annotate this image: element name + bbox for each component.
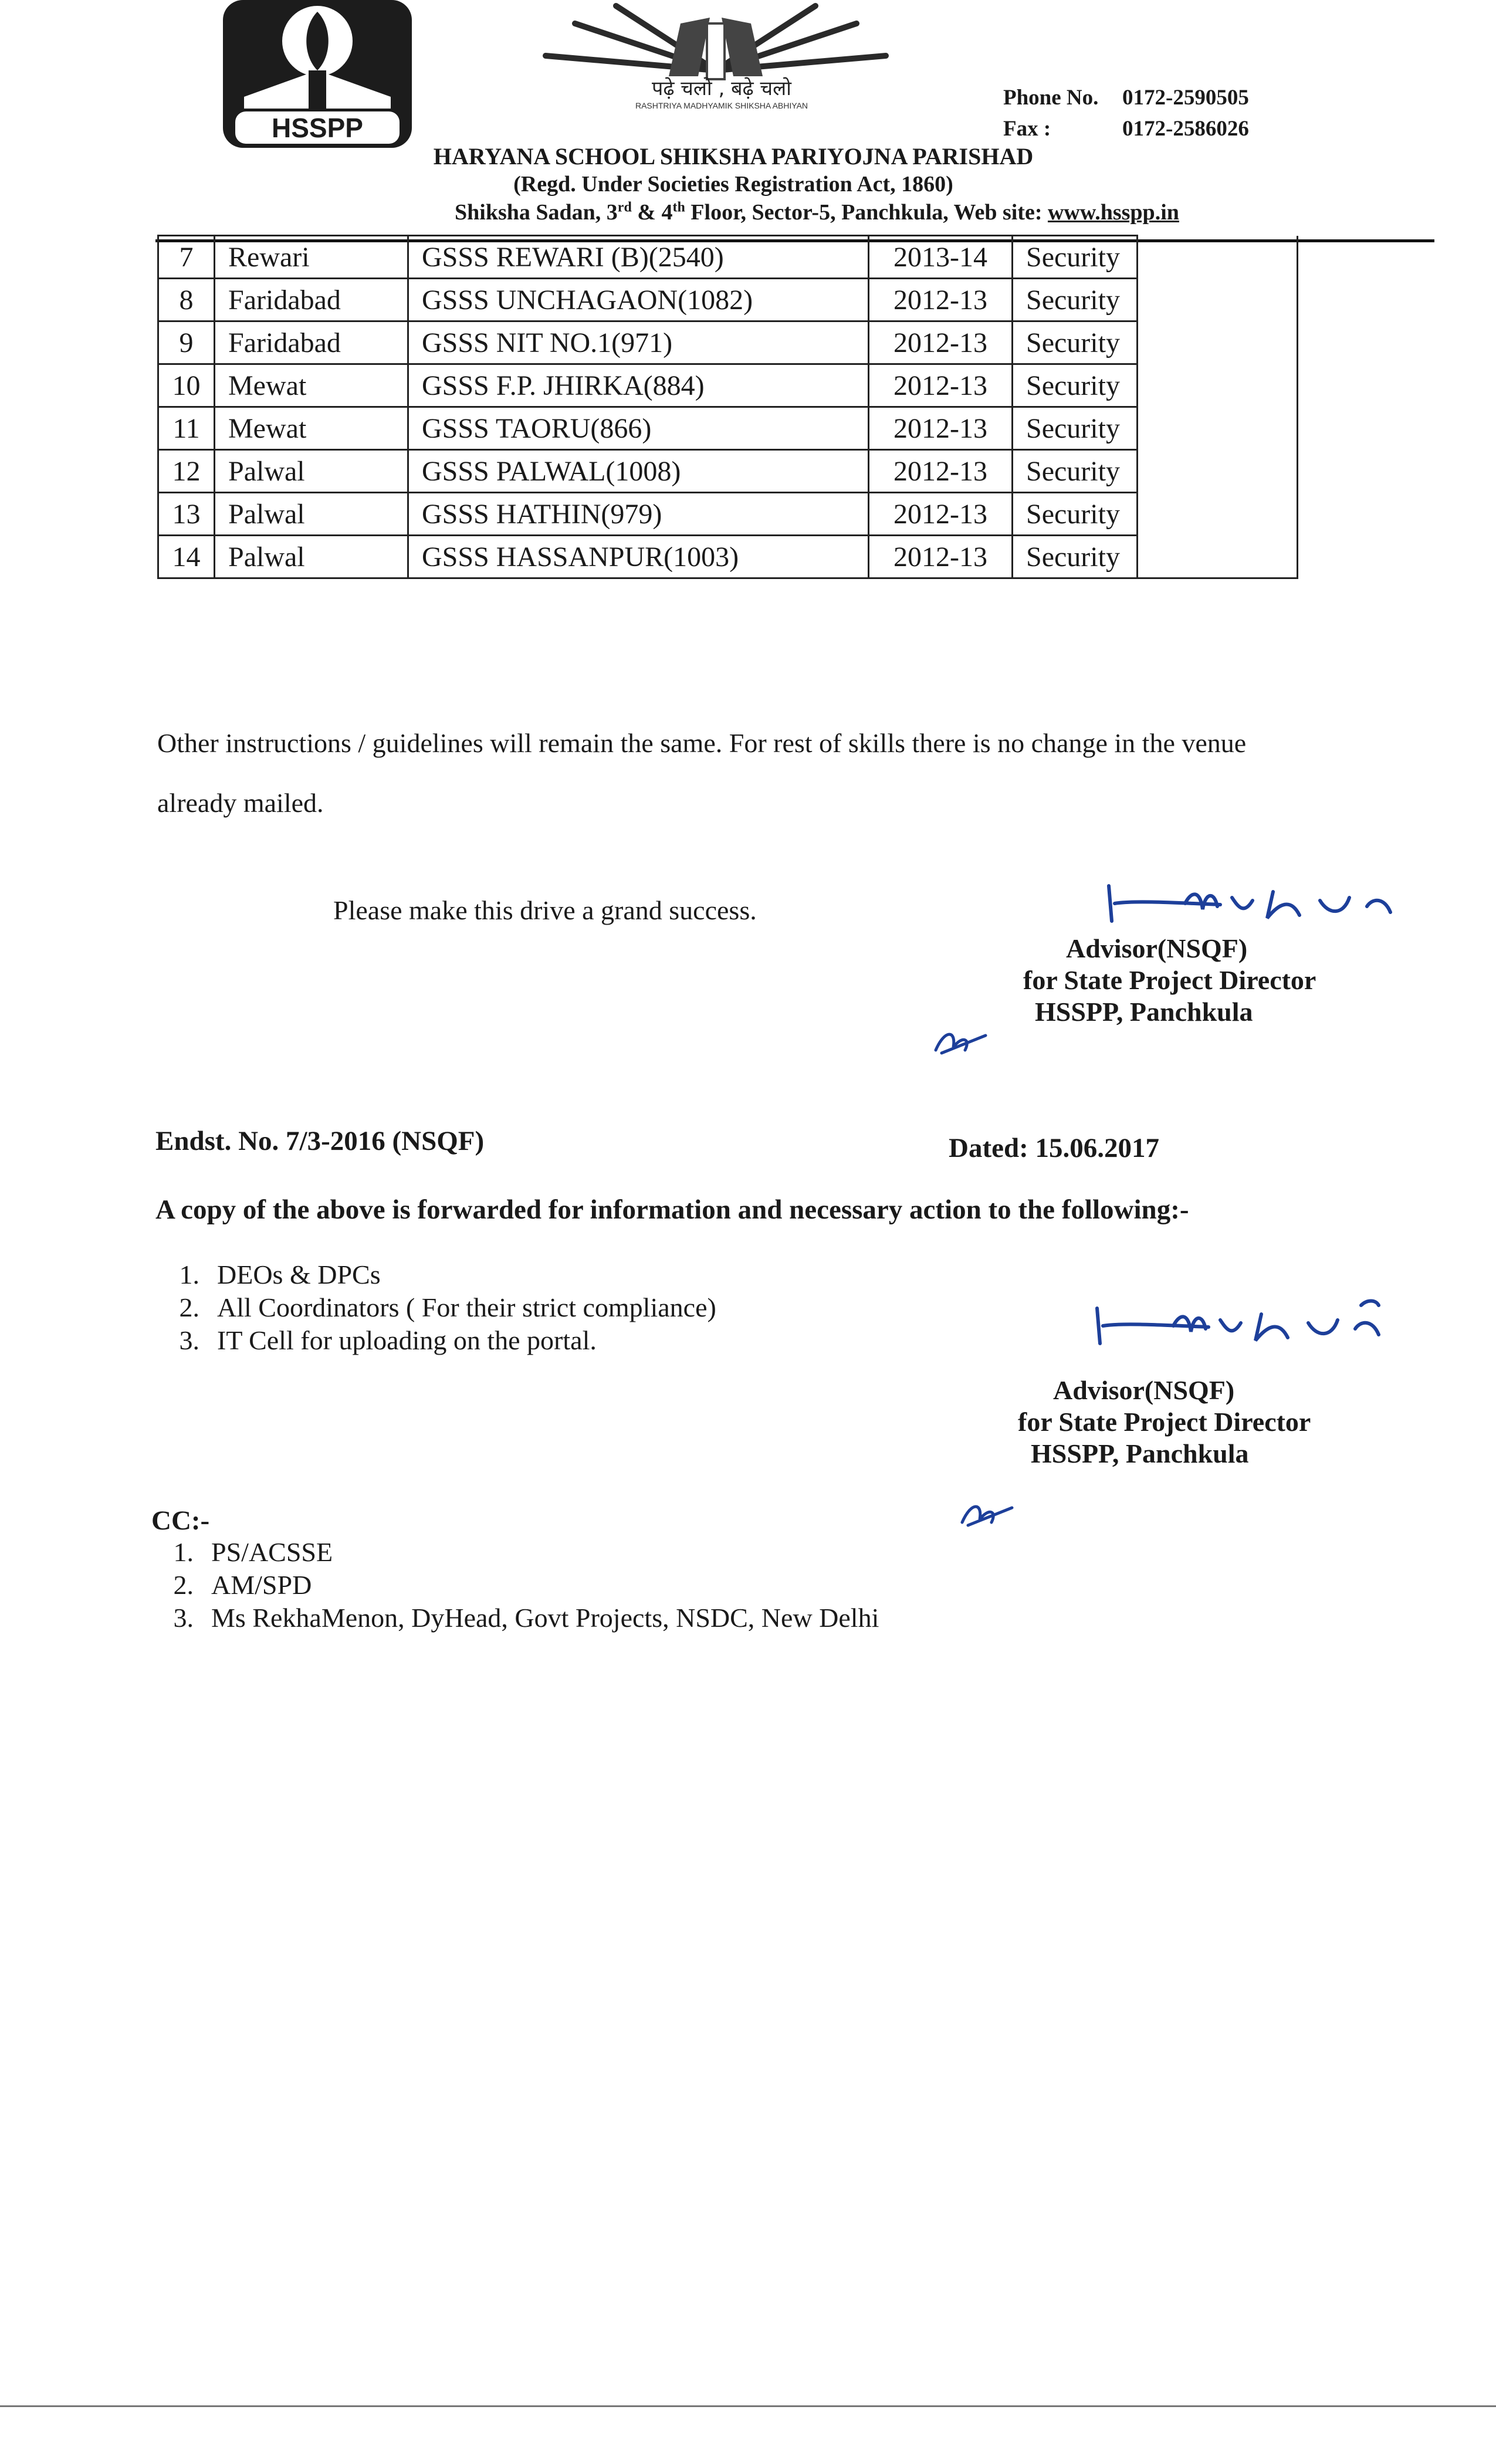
cc-label: CC:-	[151, 1505, 210, 1536]
phone-label: Phone No.	[1003, 86, 1099, 110]
table-row	[158, 279, 1298, 321]
serial-number-cell: 9	[158, 321, 215, 364]
website-link[interactable]: www.hsspp.in	[1047, 200, 1179, 225]
school-cell: GSSS F.P. JHIRKA(884)	[408, 364, 869, 407]
table-row	[158, 450, 1298, 493]
school-cell: GSSS TAORU(866)	[408, 407, 869, 450]
org-name: HARYANA SCHOOL SHIKSHA PARIYOJNA PARISHAD	[433, 143, 1034, 170]
school-cell: GSSS REWARI (B)(2540)	[408, 236, 869, 279]
school-cell: GSSS HASSANPUR(1003)	[408, 536, 869, 578]
list-item: 3. Ms RekhaMenon, DyHead, Govt Projects, NSDC, New Delhi	[173, 1603, 879, 1633]
closing-line: Please make this drive a grand success.	[333, 895, 757, 925]
signature-1-org: HSSPP, Panchkula	[1035, 997, 1253, 1027]
district-cell: Palwal	[215, 536, 408, 578]
list-item: 3. IT Cell for uploading on the portal.	[179, 1325, 597, 1355]
signature-2-org: HSSPP, Panchkula	[1031, 1439, 1249, 1468]
trade-cell: Security	[1013, 364, 1138, 407]
session-year-cell: 2012-13	[869, 321, 1013, 364]
trade-cell: Security	[1013, 279, 1138, 321]
endorsement-date: Dated: 15.06.2017	[949, 1133, 1159, 1163]
blank-cell	[1138, 493, 1298, 536]
trade-cell: Security	[1013, 407, 1138, 450]
session-year-cell: 2012-13	[869, 407, 1013, 450]
cc-list	[153, 1536, 879, 1634]
blank-cell	[1138, 236, 1298, 279]
serial-number-cell: 11	[158, 407, 215, 450]
rmsa-logo	[475, 0, 956, 111]
table-row	[158, 364, 1298, 407]
trade-cell: Security	[1013, 536, 1138, 578]
blank-cell	[1138, 407, 1298, 450]
instructions-line-2: already mailed.	[157, 788, 324, 818]
blank-cell	[1138, 279, 1298, 321]
instructions-line-1: Other instructions / guidelines will remain the same. For rest of skills there is no change in the venue	[157, 728, 1247, 758]
list-item: 2. AM/SPD	[173, 1570, 312, 1600]
trade-cell: Security	[1013, 236, 1138, 279]
signature-2-for: for State Project Director	[1018, 1407, 1311, 1437]
fax-label: Fax :	[1003, 117, 1051, 141]
initial-mark-2	[956, 1496, 1021, 1531]
signature-1-for: for State Project Director	[1023, 965, 1316, 995]
table-row	[158, 493, 1298, 536]
venue-table	[157, 235, 1298, 579]
list-item: 1. DEOs & DPCs	[179, 1260, 381, 1289]
signature-1-block	[1023, 933, 1316, 1028]
session-year-cell: 2013-14	[869, 236, 1013, 279]
blank-cell	[1138, 364, 1298, 407]
initial-mark-1	[930, 1024, 994, 1059]
district-cell: Palwal	[215, 493, 408, 536]
district-cell: Rewari	[215, 236, 408, 279]
forward-heading: A copy of the above is forwarded for information and necessary action to the following:-	[155, 1194, 1189, 1225]
serial-number-cell: 7	[158, 236, 215, 279]
signature-1	[1097, 874, 1426, 927]
list-item: 2. All Coordinators ( For their strict compliance)	[179, 1292, 716, 1322]
table-row	[158, 236, 1298, 279]
svg-text:HSSPP: HSSPP	[272, 113, 363, 143]
svg-text:पढ़े चलो , बढ़े चलो: पढ़े चलो , बढ़े चलो	[652, 77, 791, 100]
endorsement-number: Endst. No. 7/3-2016 (NSQF)	[155, 1126, 485, 1156]
session-year-cell: 2012-13	[869, 364, 1013, 407]
school-cell: GSSS PALWAL(1008)	[408, 450, 869, 493]
blank-cell	[1138, 450, 1298, 493]
serial-number-cell: 12	[158, 450, 215, 493]
org-address: Shiksha Sadan, 3rd & 4th Floor, Sector-5, Panchkula, Web site: www.hsspp.in	[455, 199, 1179, 225]
signature-2-title: Advisor(NSQF)	[1053, 1375, 1235, 1405]
hsspp-logo	[221, 0, 414, 150]
serial-number-cell: 8	[158, 279, 215, 321]
table-row	[158, 536, 1298, 578]
trade-cell: Security	[1013, 493, 1138, 536]
district-cell: Faridabad	[215, 279, 408, 321]
session-year-cell: 2012-13	[869, 279, 1013, 321]
school-cell: GSSS UNCHAGAON(1082)	[408, 279, 869, 321]
org-registration: (Regd. Under Societies Registration Act, 1860)	[513, 172, 953, 197]
svg-text:RASHTRIYA MADHYAMIK SHIKSHA AB: RASHTRIYA MADHYAMIK SHIKSHA ABHIYAN	[635, 101, 808, 110]
session-year-cell: 2012-13	[869, 536, 1013, 578]
serial-number-cell: 14	[158, 536, 215, 578]
serial-number-cell: 10	[158, 364, 215, 407]
school-cell: GSSS HATHIN(979)	[408, 493, 869, 536]
signature-2	[1085, 1297, 1414, 1349]
session-year-cell: 2012-13	[869, 493, 1013, 536]
district-cell: Faridabad	[215, 321, 408, 364]
trade-cell: Security	[1013, 450, 1138, 493]
blank-cell	[1138, 321, 1298, 364]
table-row	[158, 321, 1298, 364]
fax-number: 0172-2586026	[1122, 117, 1249, 141]
footer-rule	[0, 2405, 1496, 2407]
recipient-list	[158, 1258, 716, 1357]
district-cell: Mewat	[215, 407, 408, 450]
table-row	[158, 407, 1298, 450]
district-cell: Mewat	[215, 364, 408, 407]
school-cell: GSSS NIT NO.1(971)	[408, 321, 869, 364]
blank-cell	[1138, 536, 1298, 578]
trade-cell: Security	[1013, 321, 1138, 364]
list-item: 1. PS/ACSSE	[173, 1537, 333, 1567]
signature-2-block	[1018, 1375, 1311, 1470]
phone-number: 0172-2590505	[1122, 86, 1249, 110]
district-cell: Palwal	[215, 450, 408, 493]
session-year-cell: 2012-13	[869, 450, 1013, 493]
serial-number-cell: 13	[158, 493, 215, 536]
signature-1-title: Advisor(NSQF)	[1066, 933, 1248, 963]
